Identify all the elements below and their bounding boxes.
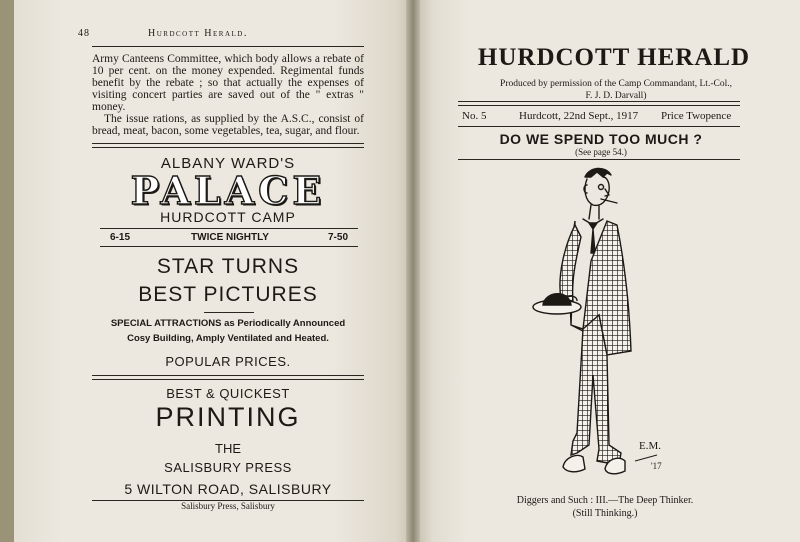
- palace-location: HURDCOTT CAMP: [160, 209, 296, 225]
- cartoon-illustration: [527, 165, 687, 495]
- palace-name: PALACE: [130, 168, 326, 213]
- schedule: TWICE NIGHTLY: [191, 232, 269, 243]
- press-address: 5 WILTON ROAD, SALISBURY: [124, 481, 332, 497]
- time-early: 6-15: [110, 232, 131, 243]
- permission-line-2: F. J. D. Darvall): [585, 91, 647, 101]
- printing-headline: PRINTING: [155, 402, 301, 432]
- schedule-rule-top: [100, 228, 358, 229]
- article-end-rule: [92, 143, 364, 144]
- headline-rule: [458, 159, 740, 160]
- cartoon-year: '17: [651, 461, 662, 471]
- article-text: [92, 53, 364, 137]
- palace-proprietor: ALBANY WARD'S: [160, 155, 296, 172]
- article-paragraph: Army Canteens Committee, which body allows a rebate of 10 per cent. on the money expended. Regimental funds benefit by the rebate ; so that actually the expenses of visiting concert parties are saved out of the " extras " money.: [92, 53, 364, 113]
- masthead-rule-double: [458, 105, 740, 106]
- issue-price: Price Twopence: [661, 110, 732, 122]
- cartoon-signature: E.M.: [639, 440, 661, 452]
- issue-rule: [458, 126, 740, 127]
- masthead-rule: [458, 101, 740, 102]
- ad-divider-rule-double: [92, 379, 364, 380]
- issue-number: No. 5: [462, 110, 487, 122]
- imprint: Salisbury Press, Salisbury: [181, 501, 275, 511]
- short-rule: [204, 312, 254, 313]
- printing-the: THE: [215, 441, 241, 456]
- schedule-rule-bottom: [100, 246, 358, 247]
- masthead-title: HURDCOTT HERALD: [477, 44, 751, 71]
- ad-divider-rule: [92, 375, 364, 376]
- shoes: [563, 455, 625, 473]
- permission-line-1: Produced by permission of the Camp Commandant, Lt.-Col.,: [500, 79, 732, 89]
- palace-headline-2: BEST PICTURES: [138, 283, 318, 306]
- press-name: SALISBURY PRESS: [164, 460, 292, 475]
- jacket-sleeve: [560, 225, 581, 301]
- header-rule: [92, 46, 364, 47]
- cartoon-caption-subtitle: (Still Thinking.): [572, 508, 638, 519]
- special-attractions: SPECIAL ATTRACTIONS as Periodically Announced: [110, 318, 346, 329]
- cosy-building: Cosy Building, Amply Ventilated and Heated.: [127, 333, 329, 344]
- masthead-permission: [450, 78, 782, 102]
- article-paragraph: The issue rations, as supplied by the A.S.C., consist of bread, meat, bacon, some vegetables, tea, sugar, and flour.: [92, 113, 364, 137]
- printing-tagline: BEST & QUICKEST: [166, 386, 290, 401]
- bowler-hat: [533, 294, 581, 314]
- running-title: Hurdcott Herald.: [148, 28, 248, 39]
- time-late: 7-50: [328, 232, 349, 243]
- cartoon-caption: Diggers and Such : III.—The Deep Thinker.: [516, 495, 694, 506]
- popular-prices: POPULAR PRICES.: [165, 354, 291, 369]
- book-gutter: [406, 0, 420, 542]
- issue-date: Hurdcott, 22nd Sept., 1917: [519, 110, 639, 122]
- palace-headline-1: STAR TURNS: [156, 255, 300, 278]
- headline-reference: (See page 54.): [575, 147, 627, 157]
- article-end-rule-double: [92, 147, 364, 148]
- page-number: 48: [78, 28, 90, 39]
- headline: DO WE SPEND TOO MUCH ?: [499, 131, 703, 147]
